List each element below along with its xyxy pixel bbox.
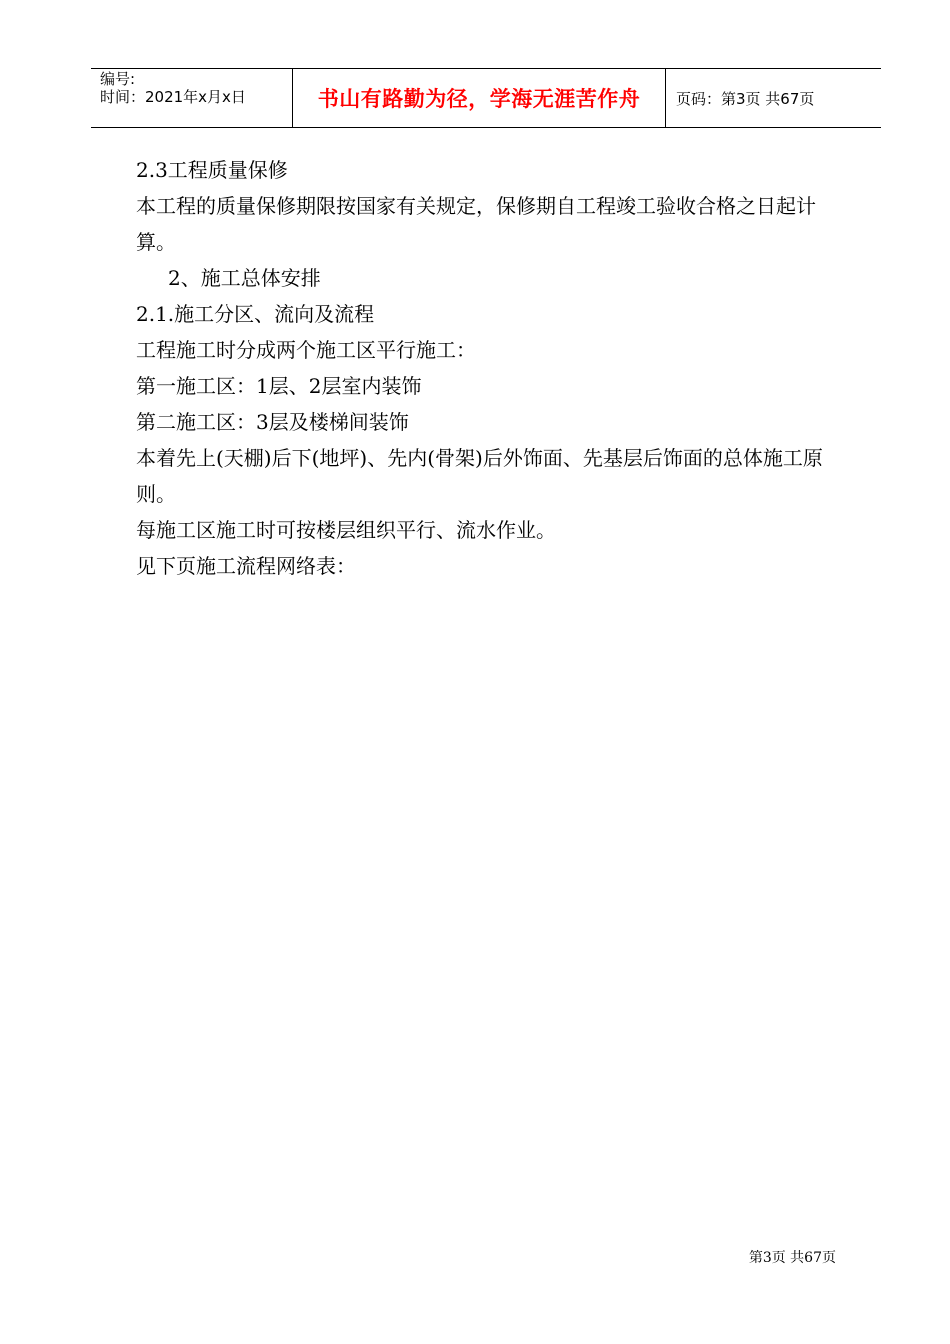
page-header xyxy=(91,68,881,128)
code-label: 编号: xyxy=(100,70,136,88)
header-page-cell xyxy=(666,69,881,127)
page-footer xyxy=(749,1247,836,1267)
paragraph-zone-two: 第二施工区：3层及楼梯间装饰 xyxy=(136,410,409,434)
footer-page-number: 第3页 共67页 xyxy=(748,1250,836,1266)
section-heading-construction-plan: 2、施工总体安排 xyxy=(168,266,321,290)
motto-text: 书山有路勤为径，学海无涯苦作舟 xyxy=(317,87,641,111)
paragraph-see-next-page: 见下页施工流程网络表： xyxy=(136,554,356,578)
time-label: 时间：2021年x月x日 xyxy=(100,88,246,106)
section-heading-zones-flow: 2.1.施工分区、流向及流程 xyxy=(136,302,375,326)
paragraph-parallel-work: 每施工区施工时可按楼层组织平行、流水作业。 xyxy=(136,518,556,542)
document-body xyxy=(136,152,842,584)
paragraph-warranty-period: 本工程的质量保修期限按国家有关规定，保修期自工程竣工验收合格之日起计算。 xyxy=(136,194,816,254)
paragraph-two-zones: 工程施工时分成两个施工区平行施工： xyxy=(136,338,476,362)
section-heading-quality-warranty: 2.3工程质量保修 xyxy=(136,158,288,182)
header-motto-cell xyxy=(293,69,666,127)
header-page-info: 页码：第3页 共67页 xyxy=(676,89,815,108)
paragraph-principle: 本着先上(天棚)后下(地坪)、先内(骨架)后外饰面、先基层后饰面的总体施工原则。 xyxy=(136,446,823,506)
header-meta-cell xyxy=(91,69,293,127)
paragraph-zone-one: 第一施工区：1层、2层室内装饰 xyxy=(136,374,422,398)
